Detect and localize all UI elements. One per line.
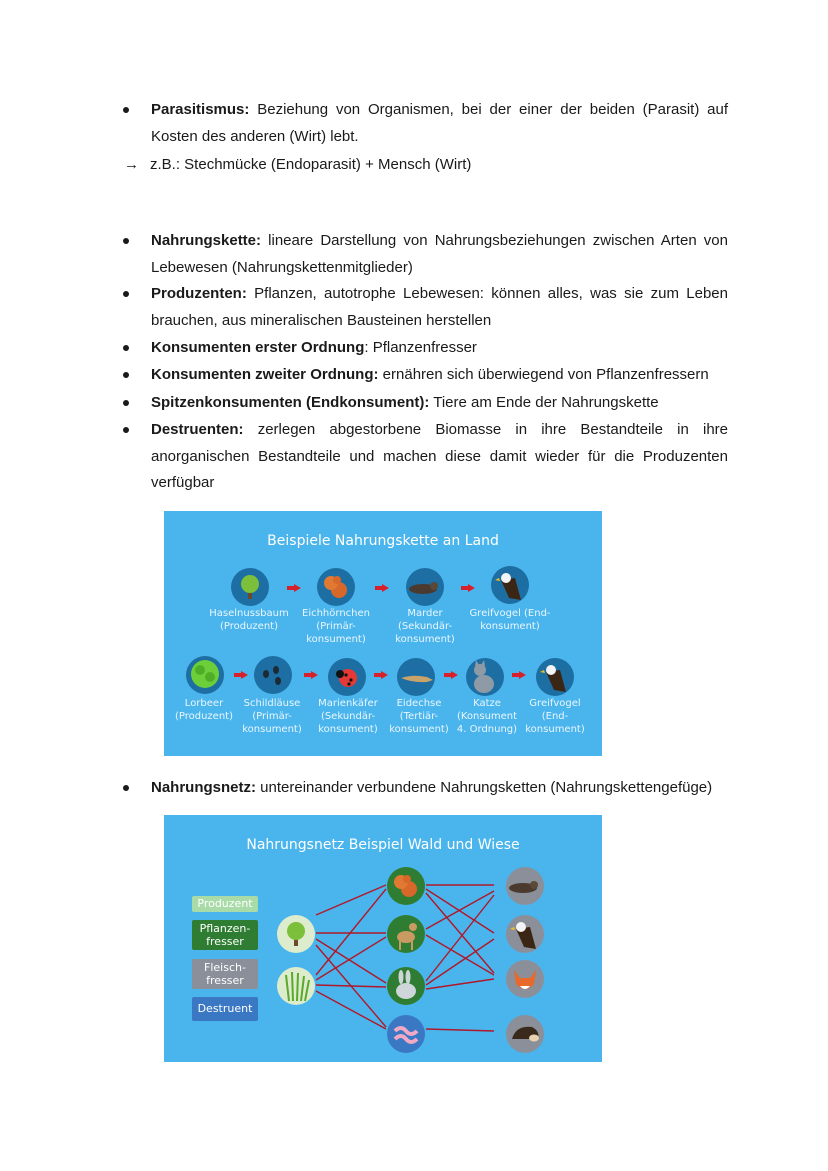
arrow-icon — [374, 671, 388, 679]
definition-text: lineare Darstellung von Nahrungsbeziehungen zwischen Arten von Lebewesen (Nahrungskettenmitglieder) — [151, 232, 728, 276]
legend-fleischfresser: Fleisch-fresser — [192, 959, 258, 989]
rabbit-icon — [387, 967, 425, 1005]
fox-icon — [506, 960, 544, 998]
arrow-icon: → — [124, 156, 139, 173]
chain-label: Schildläuse (Primär-konsument) — [242, 698, 302, 735]
eagle-icon — [506, 915, 544, 953]
definition-term: Konsumenten zweiter Ordnung: — [151, 366, 379, 383]
lizard-icon — [397, 658, 435, 696]
chain-label: Eichhörnchen (Primär-konsument) — [302, 608, 370, 645]
parasitismus-term: Parasitismus: — [151, 101, 250, 118]
parasitismus-definition: Beziehung von Organismen, bei der einer der beiden (Parasit) auf Kosten des anderen (Wirt) lebt. — [151, 101, 728, 145]
legend-pflanzenfresser: Pflanzen-fresser — [192, 920, 258, 950]
chain-label: Eidechse (Tertiär-konsument) — [389, 698, 449, 735]
definition-term: Produzenten: — [151, 285, 247, 302]
hedgehog-icon — [506, 1015, 544, 1053]
legend-destruent: Destruent — [192, 997, 258, 1021]
arrow-icon — [234, 671, 248, 679]
tree-icon — [277, 915, 315, 953]
food-chain-figure — [164, 511, 602, 756]
food-web-figure — [164, 815, 602, 1062]
chain-label: Katze (Konsument 4. Ordnung) — [456, 698, 518, 735]
nahrungsnetz-item — [122, 775, 728, 802]
marten-icon — [506, 867, 544, 905]
squirrel-icon — [317, 568, 355, 606]
definition-item — [122, 281, 728, 334]
definition-item — [122, 228, 728, 281]
chain-label: Greifvogel (End-konsument) — [525, 698, 585, 735]
scale-insect-icon — [254, 656, 292, 694]
definition-item — [122, 390, 728, 417]
legend-produzent: Produzent — [192, 896, 258, 912]
definition-term: Spitzenkonsumenten (Endkonsument): — [151, 394, 430, 411]
cat-icon — [466, 658, 504, 696]
figure-title: Nahrungsnetz Beispiel Wald und Wiese — [246, 837, 520, 853]
chain-label: Haselnussbaum (Produzent) — [209, 608, 289, 632]
definition-term: Konsumenten erster Ordnung — [151, 339, 365, 356]
definition-text: Pflanzen, autotrophe Lebewesen: können alles, was sie zum Leben brauchen, aus mineralischen Bausteinen herstellen — [151, 285, 728, 329]
parasitismus-example-text: z.B.: Stechmücke (Endoparasit) + Mensch (Wirt) — [150, 156, 472, 173]
figure-title: Beispiele Nahrungskette an Land — [267, 533, 499, 549]
arrow-icon — [304, 671, 318, 679]
marten-icon — [406, 568, 444, 606]
arrow-icon — [375, 584, 389, 592]
chain-label: Marder (Sekundär-konsument) — [395, 608, 455, 645]
arrow-icon — [461, 584, 475, 592]
definition-text: : Pflanzenfresser — [364, 339, 477, 356]
definition-item — [122, 335, 728, 362]
parasitismus-item — [122, 97, 728, 150]
definition-term: Nahrungskette: — [151, 232, 262, 249]
ladybug-icon — [328, 658, 366, 696]
definition-term: Destruenten: — [151, 421, 244, 438]
squirrel-icon — [387, 867, 425, 905]
chain-label: Lorbeer (Produzent) — [174, 698, 233, 722]
arrow-icon — [512, 671, 526, 679]
eagle-icon — [536, 658, 574, 696]
parasitismus-example — [124, 152, 471, 179]
eagle-icon — [491, 566, 529, 604]
deer-icon — [387, 915, 425, 953]
laurel-icon — [186, 656, 224, 694]
grass-icon — [277, 967, 315, 1005]
worm-icon — [387, 1015, 425, 1053]
arrow-icon — [287, 584, 301, 592]
nahrungsnetz-term: Nahrungsnetz: — [151, 779, 256, 796]
definition-item — [122, 417, 728, 497]
definition-item — [122, 362, 728, 389]
nahrungsnetz-definition: untereinander verbundene Nahrungsketten (Nahrungskettengefüge) — [256, 779, 713, 796]
arrow-icon — [444, 671, 458, 679]
tree-icon — [231, 568, 269, 606]
chain-label: Marienkäfer (Sekundär-konsument) — [318, 698, 378, 735]
chain-label: Greifvogel (End-konsument) — [469, 608, 551, 632]
definition-text: Tiere am Ende der Nahrungskette — [429, 394, 659, 411]
definition-text: zerlegen abgestorbene Biomasse in ihre Bestandteile in ihre anorganischen Bestandteile und machen diese damit wieder für die Produzenten verfügbar — [151, 421, 728, 491]
definition-text: ernähren sich überwiegend von Pflanzenfressern — [378, 366, 709, 383]
